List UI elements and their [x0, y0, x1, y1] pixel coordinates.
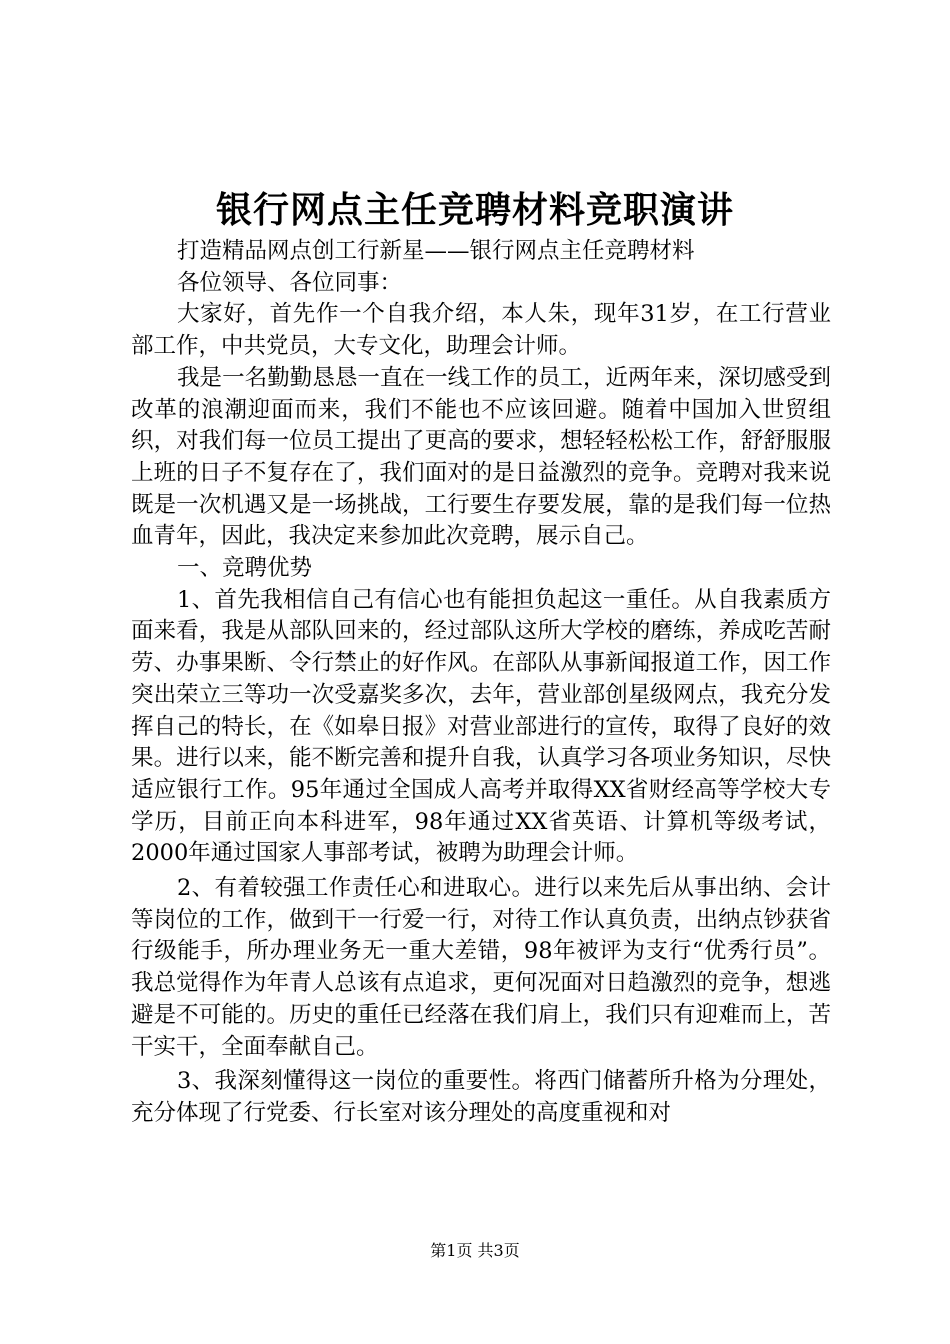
advantage-paragraph-1: 1、首先我相信自己有信心也有能担负起这一重任。从自我素质方面来看，我是从部队回来的，经过部队这所大学校的磨练，养成吃苦耐劳、办事果断、令行禁止的好作风。在部队从事新闻报道工作，因工作突出荣立三等功一次受嘉奖多次，去年，营业部创星级网点，我充分发挥自己的特长，在《如皋日报》对营业部进行的宣传，取得了良好的效果。进行以来，能不断完善和提升自我，认真学习各项业务知识，尽快适应银行工作。95年通过全国成人高考并取得XX省财经高等学校大专学历，目前正向本科进军，98年通过XX省英语、计算机等级考试，2000年通过国家人事部考试，被聘为助理会计师。 — [131, 586, 831, 867]
motivation-paragraph: 我是一名勤勤恳恳一直在一线工作的员工，近两年来，深切感受到改革的浪潮迎面而来，我们不能也不应该回避。随着中国加入世贸组织，对我们每一位员工提出了更高的要求，想轻轻松松工作，舒舒服服上班的日子不复存在了，我们面对的是日益激烈的竞争。竞聘对我来说既是一次机遇又是一场挑战，工行要生存要发展，靠的是我们每一位热血青年，因此，我决定来参加此次竞聘，展示自己。 — [131, 364, 831, 550]
salutation-paragraph: 各位领导、各位同事： — [177, 269, 403, 296]
document-body — [131, 236, 831, 1130]
page-footer: 第1页 共3页 — [430, 1241, 520, 1260]
advantage-paragraph-3: 3、我深刻懂得这一岗位的重要性。将西门储蓄所升格为分理处，充分体现了行党委、行长室对该分理处的高度重视和对 — [131, 1068, 831, 1126]
document-title: 银行网点主任竞聘材料竞职演讲 — [215, 189, 734, 231]
section-heading-advantages: 一、竞聘优势 — [177, 555, 313, 582]
advantage-paragraph-2: 2、有着较强工作责任心和进取心。进行以来先后从事出纳、会计等岗位的工作，做到干一行爱一行，对待工作认真负责，出纳点钞获省行级能手，所办理业务无一重大差错，98年被评为支行“优秀行员”。我总觉得作为年青人总该有点追求，更何况面对日趋激烈的竞争，想逃避是不可能的。历史的重任已经落在我们肩上，我们只有迎难而上，苦干实干，全面奉献自己。 — [131, 875, 831, 1060]
intro-paragraph: 大家好，首先作一个自我介绍，本人朱，现年31岁，在工行营业部工作，中共党员，大专文化，助理会计师。 — [131, 301, 831, 360]
subtitle-paragraph: 打造精品网点创工行新星——银行网点主任竞聘材料 — [177, 238, 695, 264]
